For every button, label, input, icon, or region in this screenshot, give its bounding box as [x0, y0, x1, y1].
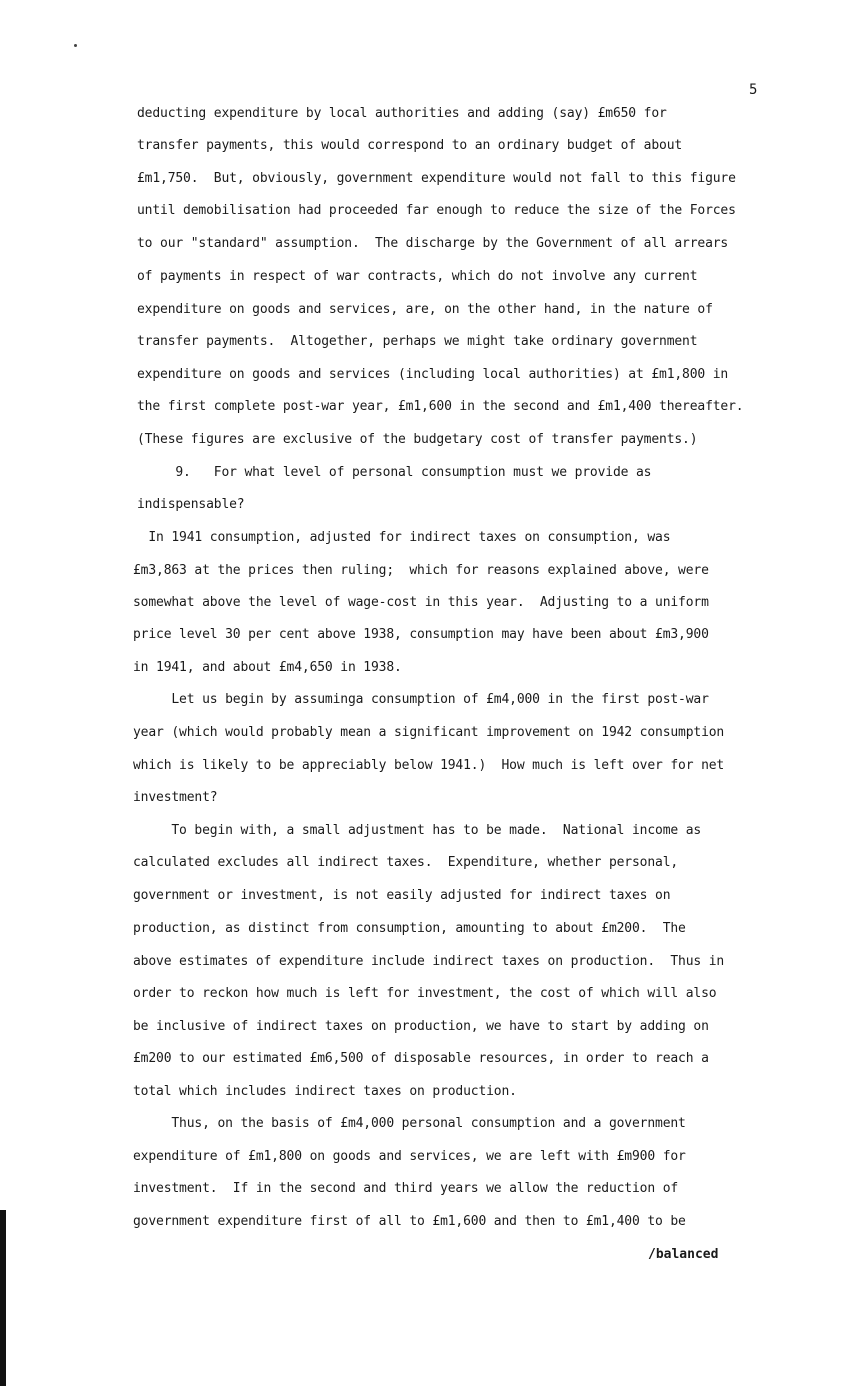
text-line: the first complete post-war year, £m1,600 in the second and £m1,400 thereafter.	[137, 399, 744, 414]
text-line: year (which would probably mean a significant improvement on 1942 consumption	[133, 725, 725, 740]
text-line: above estimates of expenditure include indirect taxes on production. Thus in	[133, 954, 725, 969]
text-line: of payments in respect of war contracts, which do not involve any current	[137, 269, 698, 284]
text-line: Let us begin by assuminga consumption of £m4,000 in the first post-war	[133, 692, 709, 707]
text-line: indispensable?	[137, 497, 245, 512]
catchword: /balanced	[648, 1247, 719, 1262]
text-line: In 1941 consumption, adjusted for indirect taxes on consumption, was	[133, 530, 671, 545]
text-line: transfer payments, this would correspond to an ordinary budget of about	[137, 138, 683, 153]
text-line: production, as distinct from consumption, amounting to about £m200. The	[133, 921, 686, 936]
text-line: be inclusive of indirect taxes on production, we have to start by adding on	[133, 1019, 709, 1034]
text-line: £m1,750. But, obviously, government expenditure would not fall to this figure	[137, 171, 736, 186]
text-line: price level 30 per cent above 1938, consumption may have been about £m3,900	[133, 627, 709, 642]
text-line: investment. If in the second and third years we allow the reduction of	[133, 1181, 679, 1196]
text-line: transfer payments. Altogether, perhaps we might take ordinary government	[137, 334, 698, 349]
text-line: expenditure on goods and services (including local authorities) at £m1,800 in	[137, 367, 729, 382]
text-line: to our "standard" assumption. The discharge by the Government of all arrears	[137, 236, 729, 251]
page-number: 5	[749, 82, 758, 98]
text-line: total which includes indirect taxes on production.	[133, 1084, 517, 1099]
text-line: government expenditure first of all to £m1,600 and then to £m1,400 to be	[133, 1214, 686, 1229]
text-line: government or investment, is not easily adjusted for indirect taxes on	[133, 888, 671, 903]
scan-edge-shadow	[0, 1210, 6, 1386]
text-line: calculated excludes all indirect taxes. Expenditure, whether personal,	[133, 855, 679, 870]
text-line: which is likely to be appreciably below 1941.) How much is left over for net	[133, 758, 725, 773]
text-line: until demobilisation had proceeded far enough to reduce the size of the Forces	[137, 203, 736, 218]
text-line: 9. For what level of personal consumption must we provide as	[137, 465, 652, 480]
text-line: To begin with, a small adjustment has to be made. National income as	[133, 823, 702, 838]
text-line: £m200 to our estimated £m6,500 of disposable resources, in order to reach a	[133, 1051, 709, 1066]
text-line: somewhat above the level of wage-cost in this year. Adjusting to a uniform	[133, 595, 709, 610]
text-line: in 1941, and about £m4,650 in 1938.	[133, 660, 402, 675]
text-line: expenditure on goods and services, are, on the other hand, in the nature of	[137, 302, 713, 317]
text-line: Thus, on the basis of £m4,000 personal consumption and a government	[133, 1116, 686, 1131]
scan-speck	[74, 44, 77, 47]
text-line: expenditure of £m1,800 on goods and services, we are left with £m900 for	[133, 1149, 686, 1164]
text-line: (These figures are exclusive of the budgetary cost of transfer payments.)	[137, 432, 698, 447]
text-line: £m3,863 at the prices then ruling; which for reasons explained above, were	[133, 563, 709, 578]
text-line: deducting expenditure by local authorities and adding (say) £m650 for	[137, 106, 667, 121]
text-line: investment?	[133, 790, 218, 805]
text-line: order to reckon how much is left for investment, the cost of which will also	[133, 986, 717, 1001]
